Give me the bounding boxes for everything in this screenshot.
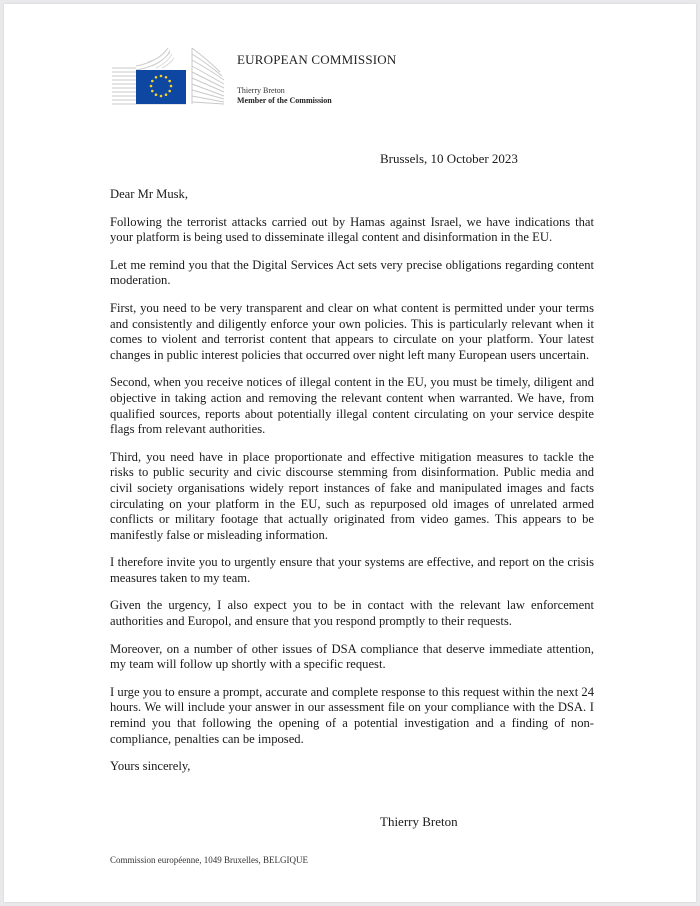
paragraph: Given the urgency, I also expect you to be in contact with the relevant law enforcement authorities and Europol, and ensure that you respond promptly to their requests. — [110, 598, 594, 629]
letter-page — [4, 4, 696, 902]
place-date: Brussels, 10 October 2023 — [380, 151, 518, 166]
footer-address: Commission européenne, 1049 Bruxelles, BELGIQUE — [110, 855, 308, 865]
paragraph: First, you need to be very transparent and clear on what content is permitted under your terms and consistently and diligently enforce your own policies. This is particularly relevant when it comes to violent and terrorist content that appears to circulate on your platform. Your latest changes in public interest policies that occurred over night left many European users uncertain. — [110, 300, 594, 362]
closing: Yours sincerely, — [110, 759, 191, 774]
paragraph: Following the terrorist attacks carried out by Hamas against Israel, we have indications that your platform is being used to disseminate illegal content and disinformation in the EU. — [110, 214, 594, 245]
author-role: Member of the Commission — [237, 96, 332, 105]
letterhead — [237, 52, 396, 106]
author-name: Thierry Breton — [237, 86, 285, 95]
paragraph: Third, you need have in place proportionate and effective mitigation measures to tackle the risks to public security and civic discourse stemming from disinformation. Public media and civil society organisations widely report instances of fake and manipulated images and facts circulating on your platform in the EU, such as repurposed old images of unrelated armed conflicts or military footage that actually originated from video games. This appears to be manifestly false or misleading information. — [110, 449, 594, 542]
paragraph: Let me remind you that the Digital Services Act sets very precise obligations regarding content moderation. — [110, 257, 594, 288]
paragraph: Moreover, on a number of other issues of DSA compliance that deserve immediate attention, my team will follow up shortly with a specific request. — [110, 641, 594, 672]
european-commission-logo-icon — [108, 44, 228, 106]
salutation: Dear Mr Musk, — [110, 187, 188, 201]
letter-body — [110, 187, 594, 787]
paragraph: I therefore invite you to urgently ensure that your systems are effective, and report on the crisis measures taken to my team. — [110, 555, 594, 585]
paragraph: Second, when you receive notices of illegal content in the EU, you must be timely, diligent and objective in taking action and removing the relevant content when warranted. We have, from qualified sources, reports about potentially illegal content circulating on your service despite flags from relevant authorities. — [110, 375, 594, 437]
signature: Thierry Breton — [380, 814, 458, 829]
paragraph: I urge you to ensure a prompt, accurate and complete response to this request within the next 24 hours. We will include your answer in our assessment file on your compliance with the DSA. I remind you that following the opening of a potential investigation and a finding of non-compliance, penalties can be imposed. — [110, 684, 594, 746]
organization-name: EUROPEAN COMMISSION — [237, 52, 397, 67]
